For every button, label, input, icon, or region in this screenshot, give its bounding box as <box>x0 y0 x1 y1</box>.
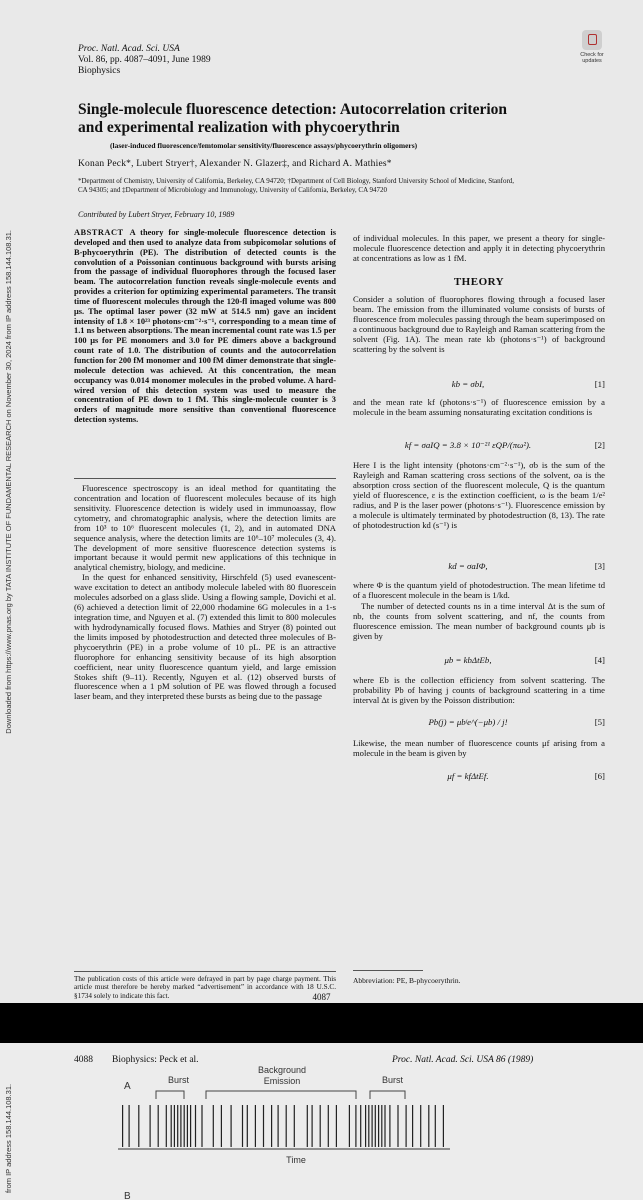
equation-2 <box>353 440 605 454</box>
pulse-16 <box>221 1105 222 1147</box>
figure-1a <box>0 1043 643 1200</box>
badge-line2: updates <box>582 58 602 64</box>
equation-6 <box>353 771 605 785</box>
abstract-label: ABSTRACT <box>74 228 124 237</box>
pulse-9 <box>180 1105 181 1147</box>
affiliation-line2: CA 94305; and ‡Department of Microbiology and Immunology, University of California, Berkeley, CA 94720 <box>78 186 387 194</box>
pulse-11 <box>187 1105 188 1147</box>
pulse-8 <box>177 1105 178 1147</box>
journal-header <box>78 44 211 77</box>
equation-3 <box>353 561 605 575</box>
equation-1 <box>353 379 605 393</box>
publication-footnote: The publication costs of this article were defrayed in part by page charge payment. This article must therefore be hereby marked “advertisement” in accordance with 18 U.S.C. §1734 solely to indicate this fact. <box>74 975 336 1000</box>
pulse-25 <box>294 1105 295 1147</box>
pulse-21 <box>263 1105 264 1147</box>
label-emission: Emission <box>263 1076 301 1086</box>
check-for-updates-badge[interactable] <box>570 30 614 68</box>
running-head: Biophysics: Peck et al. <box>112 1055 199 1065</box>
pulse-26 <box>307 1105 308 1147</box>
equation-1-number: [1] <box>594 379 605 389</box>
label-background: Background <box>257 1065 307 1075</box>
equation-2-formula: kf = σaIQ = 3.8 × 10⁻²¹ εQP/(πω²). <box>404 440 532 450</box>
panel-b-label: B <box>124 1191 131 1200</box>
pulse-33 <box>360 1105 361 1147</box>
pulse-23 <box>278 1105 279 1147</box>
equation-3-number: [3] <box>594 561 605 571</box>
equation-6-formula: μf = kfΔtEf. <box>447 771 489 781</box>
theory-paragraph-2: and the mean rate kf (photons·s⁻¹) of fluorescence emission by a molecule in the beam assuming nonsaturating excitation conditions is <box>353 397 605 417</box>
pulse-45 <box>420 1105 421 1147</box>
pulse-46 <box>428 1105 429 1147</box>
pulse-17 <box>231 1105 232 1147</box>
pulse-19 <box>247 1105 248 1147</box>
label-burst-right: Burst <box>382 1075 404 1085</box>
pulse-42 <box>397 1105 398 1147</box>
pulse-1 <box>129 1105 130 1147</box>
pulse-44 <box>412 1105 413 1147</box>
download-side-note-2: from IP address 158.144.108.31. <box>4 1083 13 1193</box>
abbrev-divider <box>353 970 423 971</box>
pulse-39 <box>381 1105 382 1147</box>
page-number: 4087 <box>312 992 331 1002</box>
title-line1: Single-molecule fluorescence detection: Autocorrelation criterion <box>78 101 508 118</box>
equation-5-formula: Pb(j) = μbʲe^(−μb) / j! <box>428 717 508 727</box>
pulse-37 <box>375 1105 376 1147</box>
journal-volume: Vol. 86, pp. 4087–4091, June 1989 <box>78 55 211 65</box>
pulse-3 <box>150 1105 151 1147</box>
pulse-47 <box>435 1105 436 1147</box>
abbreviation-note: Abbreviation: PE, B-phycoerythrin. <box>353 976 461 985</box>
pulse-29 <box>328 1105 329 1147</box>
keywords: (laser-induced fluorescence/femtomolar sensitivity/fluorescence assays/phycoerythrin oligomers) <box>110 141 418 150</box>
pulse-10 <box>184 1105 185 1147</box>
equation-2-number: [2] <box>594 440 605 450</box>
burst-right-bracket <box>370 1091 405 1099</box>
authors: Konan Peck*, Lubert Stryer†, Alexander N. Glazer‡, and Richard A. Mathies* <box>78 159 392 169</box>
download-side-note: Downloaded from https://www.pnas.org by TATA INSTITUTE OF FUNDAMENTAL RESEARCH on November 30, 2024 from IP address 158.144.108.31. <box>4 230 13 734</box>
badge-line1: Check for <box>580 52 604 58</box>
page2-number: 4088 <box>74 1055 93 1065</box>
pulse-15 <box>213 1105 214 1147</box>
affiliation-line1: *Department of Chemistry, University of California, Berkeley, CA 94720; †Department of Cell Biology, Stanford University School of Medicine, Stanford, <box>78 177 515 185</box>
equation-5 <box>353 717 605 731</box>
article-title <box>78 101 598 137</box>
pulse-35 <box>368 1105 369 1147</box>
time-axis-label: Time <box>286 1155 306 1165</box>
abstract <box>74 228 336 425</box>
label-burst-left: Burst <box>168 1075 190 1085</box>
equation-4-number: [4] <box>594 655 605 665</box>
pulse-31 <box>349 1105 350 1147</box>
intro-paragraph-1: Fluorescence spectroscopy is an ideal method for quantitating the concentration and location of fluorescent molecules because of its high sensitivity. Fluorescence detection is widely used in immunoassay, flow cytometry, and chromatographic analysis, where the detection limits are from 10³ to 10⁶ fluorescent molecules (1, 2), and in automated DNA sequence analysis, where the detection limits are 10⁶–10⁷ molecules (3, 4). The development of more sensitive fluorescence detection systems is important because it would permit new applications of this technique in analytical chemistry, biology, and medicine. <box>74 483 336 573</box>
pulse-4 <box>158 1105 159 1147</box>
pulse-43 <box>406 1105 407 1147</box>
background-bracket <box>206 1091 356 1099</box>
pulse-7 <box>174 1105 175 1147</box>
burst-left-bracket <box>156 1091 184 1099</box>
equation-5-number: [5] <box>594 717 605 727</box>
panel-a-label: A <box>124 1081 131 1092</box>
equation-3-formula: kd = σaIΦ, <box>448 561 488 571</box>
pulse-36 <box>372 1105 373 1147</box>
pulse-14 <box>201 1105 202 1147</box>
pulse-18 <box>242 1105 243 1147</box>
intro-paragraph-2: In the quest for enhanced sensitivity, Hirschfeld (5) used evanescent-wave excitation to detect an antibody molecule labeled with 80 fluorescein molecules adsorbed on a glass slide. Using a flowing sample, Dovichi et al. (6) achieved a detection limit of 22,000 rhodamine 6G molecules in a 1-s integration time, and Nguyen et al. (7) extended this limit to 800 molecules with hydrodynamically focused flows. Mathies and Stryer (8) pointed out the limits imposed by photodestruction and detected three molecules of B-phycoerythrin (PE) in a probe volume of 10 pL. PE is an attractive fluorophore for enhancing sensitivity because of its high absorption coefficient, near unity fluorescence quantum yield, and large emission Stokes shift (9–11). Recently, Nguyen et al. (12) observed bursts of fluorescence when a 1 pM solution of PE was flowed through a focused laser beam, and they interpreted these bursts as being due to the passage <box>74 572 336 702</box>
pulse-13 <box>195 1105 196 1147</box>
pulse-train <box>122 1105 444 1147</box>
equation-1-formula: kb = σbI, <box>451 379 485 389</box>
affiliations <box>78 177 608 195</box>
theory-paragraph-1: Consider a solution of fluorophores flowing through a focused laser beam. The emission from the illuminated volume consists of bursts of fluorescence from molecules passing through the beam superimposed on a continuous background due to Rayleigh and Raman scattering from the solvent (Fig. 1A). The mean rate kb (photons·s⁻¹) of background scattering by the solvent is <box>353 294 605 354</box>
pulse-2 <box>138 1105 139 1147</box>
bookmark-icon <box>582 30 602 50</box>
pulse-28 <box>320 1105 321 1147</box>
theory-paragraph-6: where Eb is the collection efficiency from solvent scattering. The probability Pb of having j counts of background scattering in a time interval Δt is given by the Poisson distribution: <box>353 675 605 705</box>
pulse-0 <box>122 1105 123 1147</box>
pulse-22 <box>271 1105 272 1147</box>
pulse-5 <box>166 1105 167 1147</box>
footnote-divider <box>74 971 336 972</box>
theory-paragraph-7: Likewise, the mean number of fluorescence counts μf arising from a molecule in the beam is given by <box>353 738 605 758</box>
journal-name: Proc. Natl. Acad. Sci. USA <box>78 44 180 54</box>
pulse-41 <box>389 1105 390 1147</box>
introduction <box>74 484 336 702</box>
abstract-divider <box>74 478 336 479</box>
pulse-6 <box>171 1105 172 1147</box>
pulse-34 <box>365 1105 366 1147</box>
pulse-30 <box>336 1105 337 1147</box>
pulse-12 <box>190 1105 191 1147</box>
theory-paragraph-4: where Φ is the quantum yield of photodestruction. The mean lifetime td of a fluorescent molecule in the beam is 1/kd. <box>353 580 605 600</box>
pulse-48 <box>443 1105 444 1147</box>
pulse-27 <box>312 1105 313 1147</box>
pulse-24 <box>286 1105 287 1147</box>
pulse-40 <box>384 1105 385 1147</box>
theory-paragraph-5: The number of detected counts ns in a time interval Δt is the sum of nb, the counts from solvent scattering, and nf, the counts from fluorescence emission. The mean number of background counts μb is given by <box>353 601 605 641</box>
equation-4-formula: μb = kbΔtEb, <box>444 655 492 665</box>
equation-6-number: [6] <box>594 771 605 781</box>
page2-journal-ref: Proc. Natl. Acad. Sci. USA 86 (1989) <box>392 1055 534 1065</box>
title-line2: and experimental realization with phycoerythrin <box>78 119 400 136</box>
right-intro-continuation: of individual molecules. In this paper, we present a theory for single-molecule fluorescence detection and apply it in detecting phycoerythrin at concentrations as low as 1 fM. <box>353 233 605 263</box>
pulse-38 <box>378 1105 379 1147</box>
theory-paragraph-3: Here I is the light intensity (photons·cm⁻²·s⁻¹), σb is the sum of the Rayleigh and Raman scattering cross sections of the solvent, σa is the absorption cross section of the fluorescent molecule, Q is the quantum yield of fluorescence, ε is the extinction coefficient, ω is the beam 1/e² radius, and P is the laser power (photons·s⁻¹). Fluorescence emission by a molecule is ultimately terminated by photodestruction (8, 13). The rate of photodestruction kd (s⁻¹) is <box>353 460 605 530</box>
pulse-32 <box>355 1105 356 1147</box>
page-4088 <box>0 1043 643 1200</box>
pulse-20 <box>255 1105 256 1147</box>
contributed-by: Contributed by Lubert Stryer, February 10, 1989 <box>78 210 235 219</box>
abstract-text: A theory for single-molecule fluorescence detection is developed and then used to analyze data from subpicomolar solutions of B-phycoerythrin (PE). The distribution of detected counts is the convolution of a Poissonian continuous background with bursts arising from the passage of individual fluorophores through the focused laser beam. The autocorrelation function reveals single-molecule events and provides a criterion for optimizing experimental parameters. The transit time of fluorescent molecules through the 120-fl imaged volume was 800 μs. The optimal laser power (32 mW at 514.5 nm) gave an incident intensity of 1.8 × 10²³ photons·cm⁻²·s⁻¹, corresponding to a mean time of 1.1 ns between absorptions. The mean incremental count rate was 1.5 per 100 μs for PE monomers and 3.0 for PE dimers above a background count rate of 1.0. The distribution of counts and the autocorrelation function for 200 fM monomer and 100 fM dimer demonstrate that single-molecule detection was achieved. At this concentration, the mean occupancy was 0.014 monomer molecules in the probed volume. A hard-wired version of this detection system was used to measure the concentration of PE down to 1 fM. This single-molecule counter is 3 orders of magnitude more sensitive than conventional fluorescence detection systems. <box>74 228 336 425</box>
equation-4 <box>353 655 605 669</box>
theory-heading: THEORY <box>453 276 505 288</box>
journal-section: Biophysics <box>78 66 121 76</box>
